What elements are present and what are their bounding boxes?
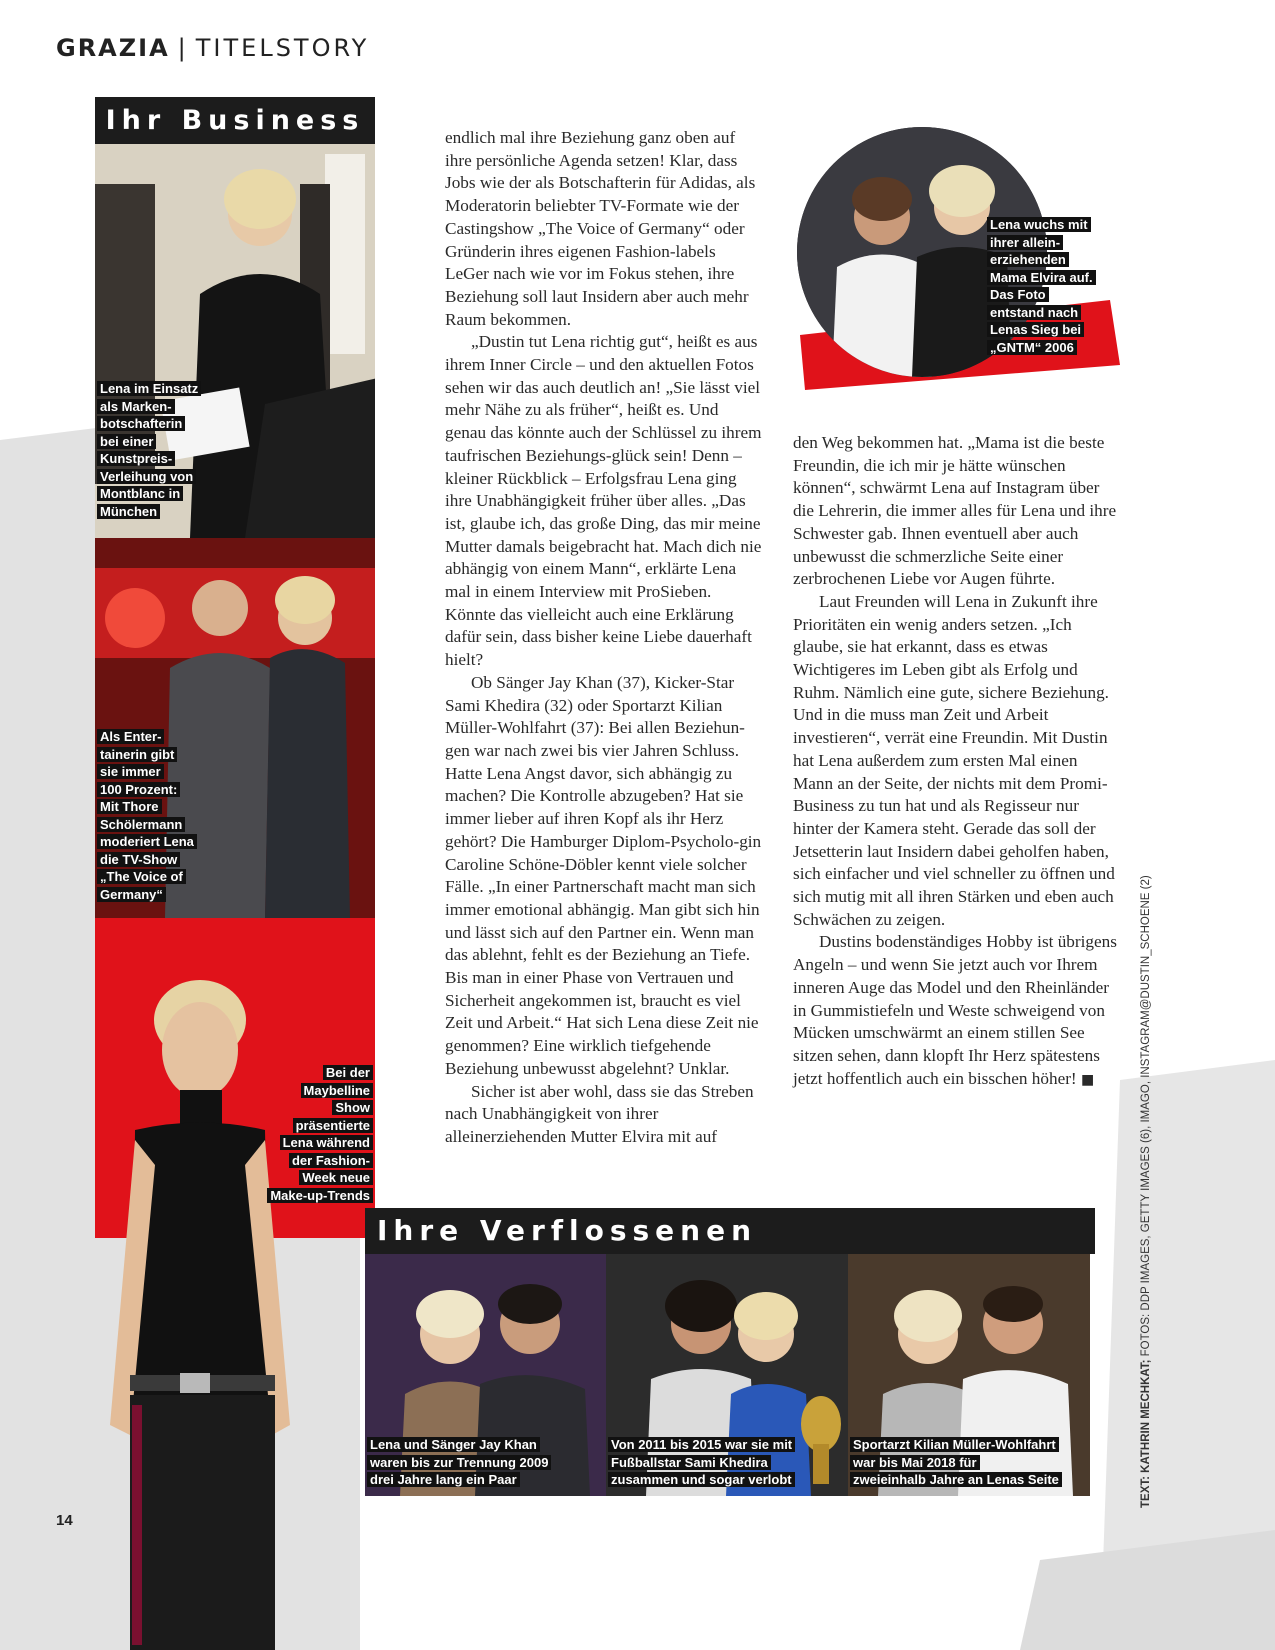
- caption-line: tainerin gibt: [97, 747, 177, 762]
- caption-line: Schölermann: [97, 817, 185, 832]
- article-paragraph: Sicher ist aber wohl, dass sie das Streben nach Unabhängigkeit von ihrer alleinerziehenden Mutter Elvira mit auf: [445, 1081, 754, 1146]
- caption-line: zusammen und sogar verlobt: [608, 1472, 795, 1487]
- caption-line: Fußballstar Sami Khedira: [608, 1455, 771, 1470]
- article-paragraph: endlich mal ihre Beziehung ganz oben auf ihre persönliche Agenda setzen! Klar, dass Jobs wie der als Botschafterin für Adidas, als Moderatorin beliebter TV-Formate wie der Castingshow „The Voice of Germany“ oder Gründerin ihres eigenen Fashion-labels LeGer nach wie vor im Fokus stehen, ihre Beziehung soll laut Insidern aber auch mehr Raum bekommen.: [445, 128, 756, 329]
- caption-line: sie immer: [97, 764, 164, 779]
- khedira-caption: [608, 1436, 846, 1489]
- caption-line: erziehenden: [987, 252, 1069, 267]
- caption-line: Bei der: [323, 1065, 373, 1080]
- montblanc-caption: [97, 380, 207, 520]
- caption-line: München: [97, 504, 160, 519]
- article-paragraph: Ob Sänger Jay Khan (37), Kicker-Star Sami Khedira (32) oder Sportarzt Kilian Müller-Wohlfahrt (37): Bei allen Beziehun-gen war nach zwei bis vier Jahren Schluss. Hatte Lena Angst davor, sich abhängig zu machen? Die Kontrolle abzugeben? Hat sie immer lieber auf ihren Kopf als ihr Herz gehört? Die Hamburger Diplom-Psycholo-gin Caroline Schöne-Döbler kennt viele solcher Fälle. „In einer Partnerschaft macht man sich immer emotional abhängig. Man gibt sich hin und lässt sich auf den Partner ein. Wenn man das ablehnt, fehlt es der Beziehung an Tiefe. Bis man in einer Phase von Vertrauen und Sicherheit angekommen ist, braucht es viel Zeit und Arbeit.“ Hat sich Lena diese Zeit nie genommen? Eine wirklich tiefgehende Beziehung unbewusst abgelehnt? Unklar.: [445, 672, 762, 1078]
- caption-line: „The Voice of: [97, 869, 186, 884]
- caption-line: war bis Mai 2018 für: [850, 1455, 980, 1470]
- page-header: [56, 34, 369, 62]
- article-paragraph: Laut Freunden will Lena in Zukunft ihre Prioritäten ein wenig anders setzen. „Ich glaube, sie hat erkannt, dass es etwas Wichtigeres im Leben gibt als Erfolg und Ruhm. Nämlich eine gute, sichere Beziehung. Und in die muss man Zeit und Arbeit investieren“, verrät eine Freundin. Mit Dustin hat Lena außerdem zum ersten Mal einen Mann an der Seite, der nichts mit dem Promi-Business zu tun hat und als Regisseur nur hinter der Kamera steht. Gerade das soll der Jetsetterin laut Insidern dabei geholfen haben, sich einfacher und viel schneller zu öffnen und sich mutig mit all ihren Stärken und eben auch Schwächen zu zeigen.: [793, 591, 1115, 929]
- header-separator: |: [177, 34, 188, 62]
- caption-line: botschafterin: [97, 416, 185, 431]
- voice-caption: [97, 728, 207, 903]
- caption-line: Germany“: [97, 887, 166, 902]
- caption-line: Show: [332, 1100, 373, 1115]
- section-label: TITELSTORY: [195, 34, 370, 62]
- caption-line: die TV-Show: [97, 852, 180, 867]
- article-paragraph: „Dustin tut Lena richtig gut“, heißt es aus ihrem Inner Circle – und den aktuellen Fotos sehen wir das auch deutlich an! „Sie lässt viel mehr Nähe zu als früher“, heißt es. Und genau das könnte auch der Schlüssel zu ihrem taufrischen Beziehungs-glück sein! Denn – kleiner Rückblick – Erfolgsfrau Lena ging ihre Unabhängigkeit früher über alles. „Das ist, glaube ich, das große Ding, das mir meine Mutter damals beigebracht hat. Mach dich nie abhängig von einem Mann“, erklärte Lena mal in einem Interview mit ProSieben. Könnte das vielleicht auch eine Erklärung dafür sein, dass bisher keine Liebe dauerhaft hielt?: [445, 332, 762, 670]
- caption-line: Das Foto: [987, 287, 1049, 302]
- end-mark-icon: ■: [1080, 1071, 1095, 1088]
- caption-line: entstand nach: [987, 305, 1081, 320]
- page-number: 14: [56, 1512, 73, 1529]
- caption-line: Verleihung von: [97, 469, 196, 484]
- caption-line: als Marken-: [97, 399, 175, 414]
- caption-line: Lenas Sieg bei: [987, 322, 1084, 337]
- caption-line: Mit Thore: [97, 799, 162, 814]
- caption-line: drei Jahre lang ein Paar: [367, 1472, 520, 1487]
- jay-khan-caption: [367, 1436, 602, 1489]
- caption-line: Make-up-Trends: [267, 1188, 373, 1203]
- caption-line: bei einer: [97, 434, 156, 449]
- caption-line: moderiert Lena: [97, 834, 197, 849]
- caption-line: „GNTM“ 2006: [987, 340, 1077, 355]
- exes-title-bar: [365, 1208, 1095, 1254]
- caption-line: Lena während: [280, 1135, 373, 1150]
- caption-line: Maybelline: [301, 1083, 373, 1098]
- caption-line: waren bis zur Trennung 2009: [367, 1455, 551, 1470]
- caption-line: der Fashion-: [289, 1153, 373, 1168]
- caption-line: präsentierte: [293, 1118, 373, 1133]
- business-title-bar: [95, 97, 375, 144]
- caption-line: Mama Elvira auf.: [987, 270, 1096, 285]
- caption-line: Montblanc in: [97, 486, 183, 501]
- mueller-wohlfahrt-caption: [850, 1436, 1088, 1489]
- article-column-1: [445, 127, 763, 1149]
- caption-line: Lena wuchs mit: [987, 217, 1091, 232]
- brand-logo: GRAZIA: [56, 34, 170, 62]
- credit-text: FOTOS: DDP IMAGES, GETTY IMAGES (6), IMAGO, INSTAGRAM@DUSTIN_SCHOENE (2): [1140, 875, 1152, 1360]
- circle-photo-caption: [987, 216, 1107, 356]
- caption-line: Als Enter-: [97, 729, 164, 744]
- article-paragraph: den Weg bekommen hat. „Mama ist die beste Freundin, die ich mir je hätte wünschen können“, schwärmt Lena auf Instagram über die Lehrerin, die immer alles für Lena und ihre Schwester gab. Ihnen eventuell aber auch unbewusst die schmerzliche Seite einer zerbrochenen Liebe vor Augen führte.: [793, 433, 1117, 589]
- caption-line: Kunstpreis-: [97, 451, 175, 466]
- maybelline-caption: [262, 1064, 373, 1204]
- caption-line: Lena und Sänger Jay Khan: [367, 1437, 540, 1452]
- caption-line: Week neue: [299, 1170, 373, 1185]
- caption-line: Von 2011 bis 2015 war sie mit: [608, 1437, 795, 1452]
- caption-line: Lena im Einsatz: [97, 381, 201, 396]
- exes-title: Ihre Verflossenen: [377, 1214, 758, 1247]
- caption-line: Sportarzt Kilian Müller-Wohlfahrt: [850, 1437, 1059, 1452]
- caption-line: ihrer allein-: [987, 235, 1063, 250]
- caption-line: zweieinhalb Jahre an Lenas Seite: [850, 1472, 1062, 1487]
- photo-credits: [1140, 875, 1152, 1508]
- business-title: Ihr Business: [105, 105, 365, 136]
- caption-line: 100 Prozent:: [97, 782, 180, 797]
- article-paragraph: Dustins bodenständiges Hobby ist übrigens Angeln – und wenn Sie jetzt auch vor Ihrem inneren Auge das Model und den Rheinländer in Gummistiefeln und Weste schweigend von Mücken umschwärmt an einem stillen See sitzen sehen, dann klopft Ihr Herz spätestens jetzt hoffentlich auch ein bisschen höher!: [793, 932, 1117, 1088]
- article-column-2: [793, 432, 1119, 1091]
- credit-label: TEXT: KATHRIN MECHKAT;: [1140, 1359, 1152, 1508]
